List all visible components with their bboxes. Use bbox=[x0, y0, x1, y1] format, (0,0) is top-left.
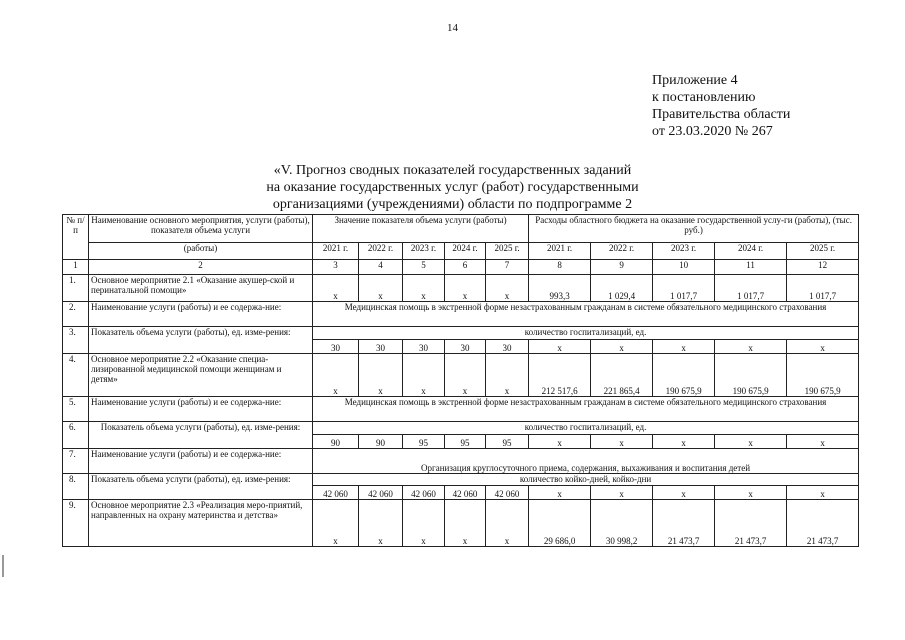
header-year: 2022 г. bbox=[591, 243, 653, 260]
volume-value: х bbox=[359, 275, 403, 302]
row-name: Показатель объема услуги (работы), ед. изме-рения: bbox=[89, 474, 313, 500]
table-row bbox=[63, 422, 859, 435]
volume-value: 42 060 bbox=[403, 486, 445, 500]
volume-value: х bbox=[486, 354, 529, 397]
budget-value: х bbox=[653, 486, 715, 500]
column-number: 11 bbox=[715, 260, 787, 275]
budget-value: 21 473,7 bbox=[715, 500, 787, 547]
budget-value: х bbox=[787, 486, 859, 500]
budget-value: 212 517,6 bbox=[529, 354, 591, 397]
volume-value: 90 bbox=[313, 435, 359, 449]
volume-value: х bbox=[403, 500, 445, 547]
column-number: 5 bbox=[403, 260, 445, 275]
volume-value: х bbox=[403, 275, 445, 302]
budget-value: 190 675,9 bbox=[653, 354, 715, 397]
page-number: 14 bbox=[447, 22, 458, 34]
row-number: 5. bbox=[63, 397, 89, 422]
header-year: 2021 г. bbox=[313, 243, 359, 260]
header-budget: Расходы областного бюджета на оказание государственной услу-ги (работы), (тыс. руб.) bbox=[529, 215, 859, 243]
row-number: 7. bbox=[63, 449, 89, 474]
unit-description: количество койко-дней, койко-дни bbox=[313, 474, 859, 486]
table-row bbox=[63, 327, 859, 340]
volume-value: х bbox=[403, 354, 445, 397]
row-number: 6. bbox=[63, 422, 89, 449]
volume-value: х bbox=[313, 354, 359, 397]
row-number: 2. bbox=[63, 302, 89, 327]
column-number: 7 bbox=[486, 260, 529, 275]
budget-value: х bbox=[529, 435, 591, 449]
table-row bbox=[63, 449, 859, 474]
column-number: 12 bbox=[787, 260, 859, 275]
volume-value: 95 bbox=[445, 435, 486, 449]
table-row bbox=[63, 474, 859, 486]
budget-value: 1 029,4 bbox=[591, 275, 653, 302]
volume-value: х bbox=[486, 500, 529, 547]
service-description: Медицинская помощь в экстренной форме незастрахованным гражданам в системе обязательного медицинского страхования bbox=[313, 302, 859, 327]
row-number: 9. bbox=[63, 500, 89, 547]
budget-value: х bbox=[787, 435, 859, 449]
header-no: № п/п bbox=[63, 215, 89, 260]
budget-value: х bbox=[591, 435, 653, 449]
column-number: 9 bbox=[591, 260, 653, 275]
header-years-row bbox=[63, 243, 859, 260]
budget-value: х bbox=[529, 486, 591, 500]
budget-value: х bbox=[715, 435, 787, 449]
header-year: 2023 г. bbox=[653, 243, 715, 260]
column-number: 6 bbox=[445, 260, 486, 275]
row-name: Основное мероприятие 2.3 «Реализация меро-приятий, направленных на охрану материнства и детства» bbox=[89, 500, 313, 547]
volume-value: 30 bbox=[445, 340, 486, 354]
volume-value: 95 bbox=[486, 435, 529, 449]
volume-value: 30 bbox=[403, 340, 445, 354]
column-number: 8 bbox=[529, 260, 591, 275]
volume-value: х bbox=[486, 275, 529, 302]
title-line: «V. Прогноз сводных показателей государственных заданий bbox=[273, 163, 632, 178]
volume-value: х bbox=[313, 500, 359, 547]
row-name: Наименование услуги (работы) и ее содержа-ние: bbox=[89, 449, 313, 474]
header-year: 2025 г. bbox=[787, 243, 859, 260]
budget-value: 190 675,9 bbox=[715, 354, 787, 397]
row-name: Основное мероприятие 2.2 «Оказание специа-лизированной медицинской помощи женщинам и детям» bbox=[89, 354, 313, 397]
column-number: 4 bbox=[359, 260, 403, 275]
column-numbers-row bbox=[63, 260, 859, 275]
table-row bbox=[63, 500, 859, 547]
indicators-table bbox=[62, 214, 859, 547]
volume-value: х bbox=[359, 354, 403, 397]
volume-value: 95 bbox=[403, 435, 445, 449]
column-number: 10 bbox=[653, 260, 715, 275]
header-year: 2021 г. bbox=[529, 243, 591, 260]
service-description: Медицинская помощь в экстренной форме незастрахованным гражданам в системе обязательного медицинского страхования bbox=[313, 397, 859, 422]
volume-value: 42 060 bbox=[445, 486, 486, 500]
header-year: 2024 г. bbox=[715, 243, 787, 260]
volume-value: х bbox=[445, 500, 486, 547]
volume-value: 30 bbox=[486, 340, 529, 354]
column-number: 1 bbox=[63, 260, 89, 275]
budget-value: х bbox=[653, 435, 715, 449]
header-year: 2024 г. bbox=[445, 243, 486, 260]
margin-mark bbox=[2, 555, 4, 577]
volume-value: х bbox=[359, 500, 403, 547]
unit-description: количество госпитализаций, ед. bbox=[313, 327, 859, 340]
row-name: Показатель объема услуги (работы), ед. изме-рения: bbox=[89, 422, 313, 449]
document-title bbox=[0, 162, 905, 213]
budget-value: 21 473,7 bbox=[653, 500, 715, 547]
volume-value: 42 060 bbox=[359, 486, 403, 500]
volume-value: х bbox=[445, 354, 486, 397]
title-line: на оказание государственных услуг (работ) государственными bbox=[266, 180, 639, 195]
row-number: 8. bbox=[63, 474, 89, 500]
row-name: Показатель объема услуги (работы), ед. изме-рения: bbox=[89, 327, 313, 354]
volume-value: 30 bbox=[359, 340, 403, 354]
table-row bbox=[63, 397, 859, 422]
row-number: 1. bbox=[63, 275, 89, 302]
header-row bbox=[63, 215, 859, 243]
budget-value: х bbox=[787, 340, 859, 354]
budget-value: 993,3 bbox=[529, 275, 591, 302]
budget-value: 1 017,7 bbox=[787, 275, 859, 302]
row-name: Основное мероприятие 2.1 «Оказание акушер-ской и перинатальной помощи» bbox=[89, 275, 313, 302]
title-line: организациями (учреждениями) области по подпрограмме 2 bbox=[272, 197, 633, 212]
budget-value: х bbox=[715, 486, 787, 500]
table-row bbox=[63, 302, 859, 327]
row-name: Наименование услуги (работы) и ее содержа-ние: bbox=[89, 397, 313, 422]
header-name-cont: (работы) bbox=[89, 243, 313, 260]
approval-line: Правительства области bbox=[652, 107, 791, 122]
approval-line: от 23.03.2020 № 267 bbox=[652, 124, 773, 139]
volume-value: 90 bbox=[359, 435, 403, 449]
header-year: 2023 г. bbox=[403, 243, 445, 260]
header-year: 2022 г. bbox=[359, 243, 403, 260]
volume-value: х bbox=[445, 275, 486, 302]
column-number: 2 bbox=[89, 260, 313, 275]
table-row bbox=[63, 354, 859, 397]
column-number: 3 bbox=[313, 260, 359, 275]
approval-line: к постановлению bbox=[652, 90, 756, 105]
budget-value: х bbox=[529, 340, 591, 354]
unit-description: количество госпитализаций, ед. bbox=[313, 422, 859, 435]
volume-value: 42 060 bbox=[486, 486, 529, 500]
budget-value: х bbox=[715, 340, 787, 354]
header-volume: Значение показателя объема услуги (работы) bbox=[313, 215, 529, 243]
row-name: Наименование услуги (работы) и ее содержа-ние: bbox=[89, 302, 313, 327]
budget-value: 1 017,7 bbox=[653, 275, 715, 302]
header-year: 2025 г. bbox=[486, 243, 529, 260]
budget-value: х bbox=[653, 340, 715, 354]
volume-value: 42 060 bbox=[313, 486, 359, 500]
volume-value: х bbox=[313, 275, 359, 302]
budget-value: х bbox=[591, 486, 653, 500]
budget-value: х bbox=[591, 340, 653, 354]
approval-block bbox=[652, 72, 790, 140]
budget-value: 29 686,0 bbox=[529, 500, 591, 547]
approval-line: Приложение 4 bbox=[652, 73, 738, 88]
row-number: 4. bbox=[63, 354, 89, 397]
budget-value: 221 865,4 bbox=[591, 354, 653, 397]
budget-value: 21 473,7 bbox=[787, 500, 859, 547]
table-row bbox=[63, 275, 859, 302]
volume-value: 30 bbox=[313, 340, 359, 354]
row-number: 3. bbox=[63, 327, 89, 354]
budget-value: 1 017,7 bbox=[715, 275, 787, 302]
budget-value: 30 998,2 bbox=[591, 500, 653, 547]
service-description: Организация круглосуточного приема, содержания, выхаживания и воспитания детей bbox=[313, 449, 859, 474]
budget-value: 190 675,9 bbox=[787, 354, 859, 397]
header-name: Наименование основного мероприятия, услуги (работы), показателя объема услуги bbox=[89, 215, 313, 243]
